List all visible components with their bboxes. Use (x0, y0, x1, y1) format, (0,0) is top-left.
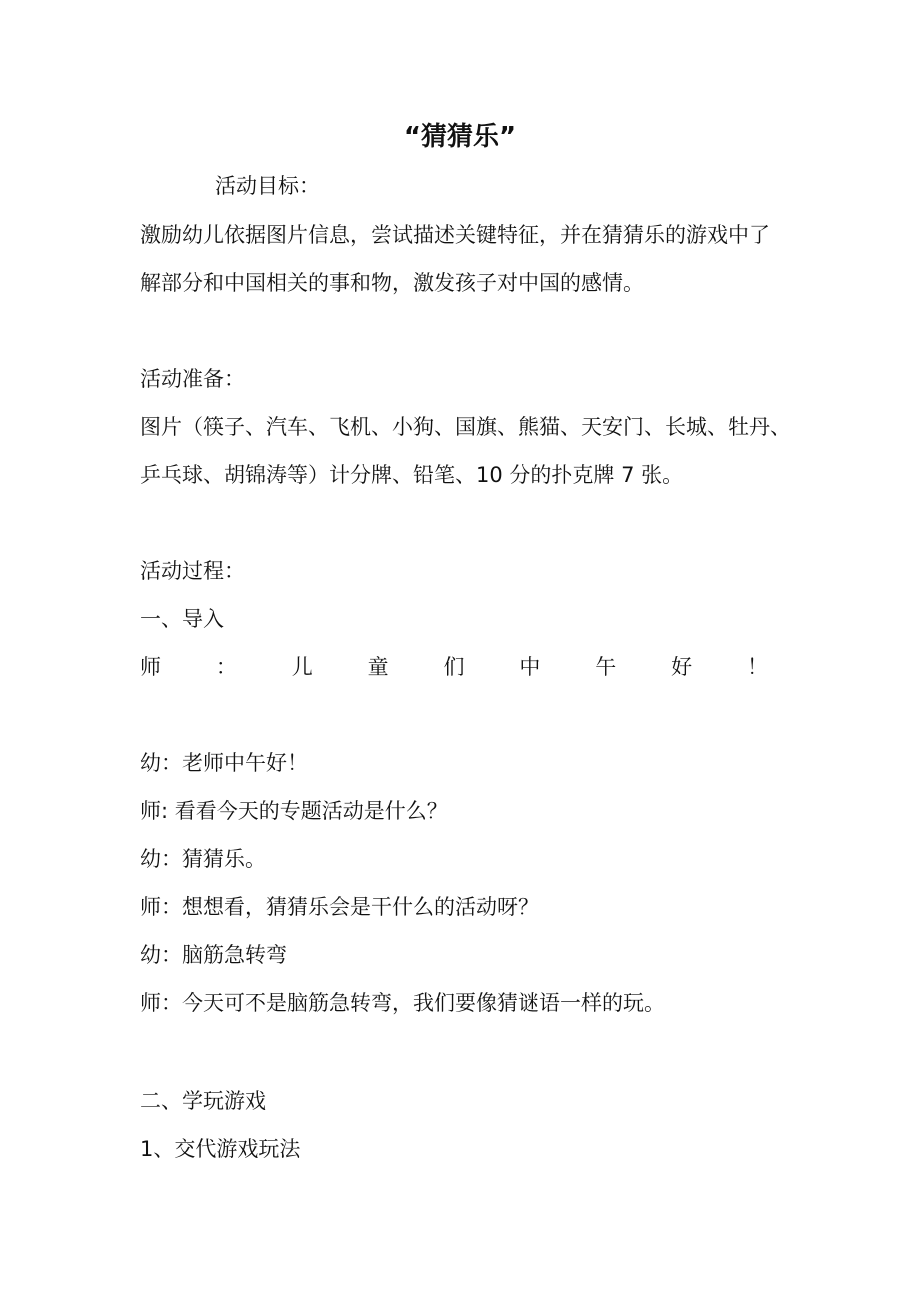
dialogue-line-3: 幼：猜猜乐。 (140, 847, 266, 871)
document-title: “猜猜乐” (403, 122, 517, 152)
goal-heading: 活动目标： (215, 174, 320, 198)
dialogue-line-4: 师：想想看，猜猜乐会是干什么的活动呀？ (140, 895, 539, 919)
greeting-char: 童 (367, 655, 389, 679)
greeting-line (140, 652, 768, 682)
dialogue-line-1: 幼：老师中午好！ (140, 751, 308, 775)
goal-line-1: 激励幼儿依据图片信息，尝试描述关键特征，并在猜猜乐的游戏中了 (140, 223, 770, 247)
greeting-char: 们 (443, 655, 465, 679)
dialogue-line-6: 师：今天可不是脑筋急转弯，我们要像猜谜语一样的玩。 (140, 991, 665, 1015)
prep-heading: 活动准备： (140, 367, 245, 391)
subsection-rules-heading: 1、交代游戏玩法 (140, 1137, 301, 1161)
greeting-char: 中 (519, 655, 541, 679)
process-heading: 活动过程： (140, 559, 245, 583)
section-intro-heading: 一、导入 (140, 607, 224, 631)
dialogue-line-2: 师: 看看今天的专题活动是什么？ (140, 799, 448, 823)
greeting-char: 午 (595, 655, 617, 679)
prep-line-1: 图片（筷子、汽车、飞机、小狗、国旗、熊猫、天安门、长城、牡丹、 (140, 415, 791, 439)
greeting-char: 师 (140, 655, 161, 679)
prep-line-2: 乒乓球、胡锦涛等）计分牌、铅笔、10 分的扑克牌 7 张。 (140, 463, 684, 487)
goal-line-2: 解部分和中国相关的事和物，激发孩子对中国的感情。 (140, 271, 644, 295)
greeting-char: ： (215, 655, 237, 679)
greeting-char: 好 (671, 655, 693, 679)
greeting-char: ！ (747, 655, 768, 679)
section-game-heading: 二、学玩游戏 (140, 1089, 266, 1113)
greeting-char: 儿 (291, 655, 313, 679)
dialogue-line-5: 幼：脑筋急转弯 (140, 943, 287, 967)
